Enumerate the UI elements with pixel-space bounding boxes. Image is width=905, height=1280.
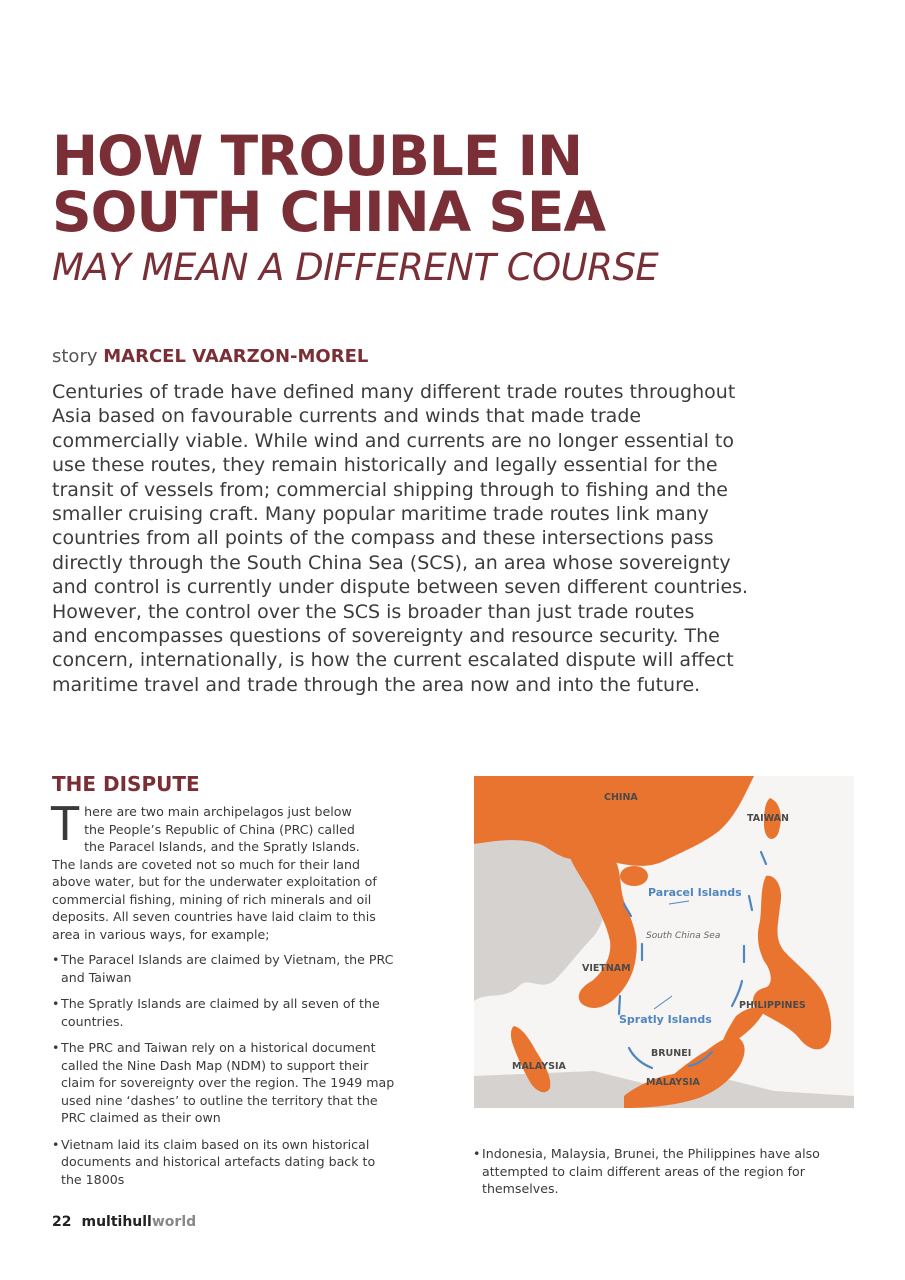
label-south-china-sea: South China Sea — [646, 931, 721, 941]
drop-cap: T — [51, 797, 80, 851]
hainan-island — [620, 866, 648, 886]
label-taiwan: TAIWAN — [747, 813, 789, 824]
paragraph-line: here are two main archipelagos just below — [84, 804, 352, 819]
author-name: MARCEL VAARZON-MOREL — [103, 346, 369, 367]
label-philippines: PHILIPPINES — [739, 1000, 806, 1011]
intro-line: countries from all points of the compass and these intersections pass — [52, 527, 714, 550]
bullet-line: called the Nine Dash Map (NDM) to support their — [61, 1057, 369, 1073]
page-number: 22 — [52, 1214, 72, 1230]
bullet-line: • The Spratly Islands are claimed by all seven of the — [61, 996, 380, 1011]
magazine-brand-suffix: world — [151, 1214, 197, 1230]
intro-line: and encompasses questions of sovereignty and resource security. The — [52, 625, 720, 648]
byline-prefix: story — [52, 346, 98, 367]
intro-line: smaller cruising craft. Many popular maritime trade routes link many — [52, 503, 709, 526]
paragraph-line: the Paracel Islands, and the Spratly Islands. — [84, 839, 360, 854]
bullet-line: • The PRC and Taiwan rely on a historical document — [61, 1040, 376, 1055]
list-item — [52, 1136, 437, 1189]
paragraph-line: deposits. All seven countries have laid claim to this — [52, 909, 376, 924]
bullet-line: • Vietnam laid its claim based on its own historical — [61, 1136, 370, 1152]
intro-line: transit of vessels from; commercial shipping through to fishing and the — [52, 478, 728, 501]
intro-line: Centuries of trade have defined many different trade routes throughout — [52, 381, 736, 403]
bullet-line: and Taiwan — [61, 969, 132, 985]
intro-paragraph — [52, 380, 772, 697]
paragraph-line: area in various ways, for example; — [52, 926, 270, 942]
list-item — [52, 1039, 437, 1127]
title-line: HOW TROUBLE IN — [52, 124, 583, 188]
page-footer — [52, 1214, 196, 1230]
bullet-line: used nine ‘dashes’ to outline the territory that the — [61, 1092, 378, 1108]
label-spratly-islands: Spratly Islands — [619, 1013, 712, 1026]
title-line: SOUTH CHINA SEA — [52, 180, 606, 244]
bullet-line: PRC claimed as their own — [61, 1110, 221, 1125]
list-item — [473, 1145, 858, 1198]
bullet-line: themselves. — [482, 1181, 559, 1196]
intro-line: concern, internationally, is how the current escalated dispute will affect — [52, 649, 734, 672]
bullet-line: • The Paracel Islands are claimed by Vietnam, the PRC — [61, 952, 394, 967]
label-china: CHINA — [604, 792, 638, 803]
intro-line: However, the control over the SCS is broader than just trade routes — [52, 600, 695, 623]
label-malaysia-west: MALAYSIA — [512, 1061, 566, 1072]
article-title — [52, 124, 606, 244]
section-heading: THE DISPUTE — [52, 772, 200, 796]
south-china-sea-map — [474, 776, 854, 1108]
article-subtitle: MAY MEAN A DIFFERENT COURSE — [52, 246, 659, 289]
dispute-paragraph — [51, 797, 437, 943]
intro-line: maritime travel and trade through the area now and into the future. — [52, 673, 701, 696]
intro-line: commercially viable. While wind and currents are no longer essential to — [52, 429, 734, 452]
label-malaysia-east: MALAYSIA — [646, 1077, 700, 1088]
list-item — [52, 995, 437, 1030]
right-column — [473, 1145, 858, 1207]
label-vietnam: VIETNAM — [582, 963, 631, 974]
bullet-line: claim for sovereignty over the region. The 1949 map — [61, 1075, 395, 1090]
label-paracel-islands: Paracel Islands — [648, 886, 742, 899]
bullet-list — [473, 1145, 858, 1198]
bullet-list — [52, 951, 437, 1188]
bullet-line: • Indonesia, Malaysia, Brunei, the Philippines have also — [482, 1146, 820, 1161]
paragraph-line: commercial fishing, mining of rich minerals and oil — [52, 891, 372, 907]
paragraph-line: the People’s Republic of China (PRC) called — [84, 821, 355, 837]
list-item — [52, 951, 437, 986]
label-brunei: BRUNEI — [651, 1048, 692, 1059]
bullet-line: the 1800s — [61, 1171, 125, 1187]
dispute-body — [51, 797, 437, 1197]
bullet-line: attempted to claim different areas of the region for — [482, 1163, 805, 1179]
paragraph-line: The lands are coveted not so much for their land — [52, 856, 360, 872]
intro-line: directly through the South China Sea (SCS), an area whose sovereignty — [52, 551, 731, 574]
paragraph-line: above water, but for the underwater exploitation of — [52, 874, 377, 889]
byline — [52, 346, 368, 367]
intro-line: Asia based on favourable currents and winds that made trade — [52, 405, 642, 428]
intro-line: use these routes, they remain historically and legally essential for the — [52, 454, 718, 477]
bullet-line: countries. — [61, 1013, 124, 1029]
intro-line: and control is currently under dispute between seven different countries. — [52, 576, 749, 599]
bullet-line: documents and historical artefacts dating back to — [61, 1154, 376, 1169]
magazine-brand: multihull — [81, 1214, 152, 1230]
